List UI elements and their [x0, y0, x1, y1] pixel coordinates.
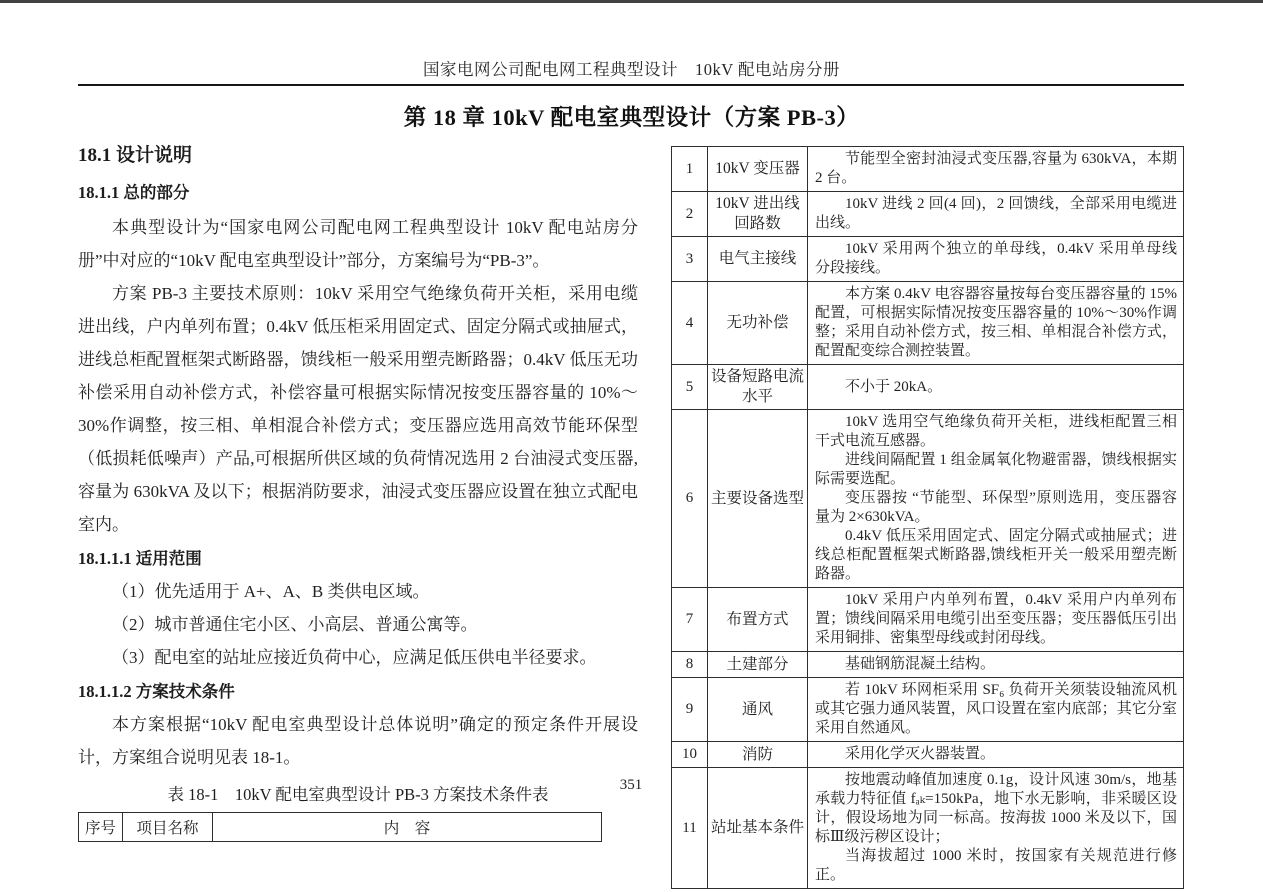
- row-number-cell: 2: [672, 192, 708, 237]
- table-row: [672, 147, 1184, 192]
- item-content-cell: [808, 678, 1184, 742]
- content-paragraph: 按地震动峰值加速度 0.1g，设计风速 30m/s，地基承载力特征值 fₐₖ=150kPa，地下水无影响，非采暖区设计，假设场地为同一标高。按海拔 1000 米及以下，国标Ⅲ级污秽区设计；: [815, 772, 1177, 845]
- section-heading-18-1: 18.1 设计说明: [78, 145, 193, 166]
- column-header-name: 项目名称: [123, 813, 213, 842]
- content-paragraph: 10kV 选用空气绝缘负荷开关柜，进线柜配置三相干式电流互感器。: [815, 414, 1177, 449]
- item-content-cell: [808, 282, 1184, 365]
- content-paragraph: 变压器按 “节能型、环保型”原则选用，变压器容量为 2×630kVA。: [815, 490, 1177, 525]
- item-content-cell: [808, 365, 1184, 410]
- item-name-cell: 电气主接线: [708, 237, 808, 282]
- item-content-cell: [808, 237, 1184, 282]
- content-paragraph: 节能型全密封油浸式变压器,容量为 630kVA，本期 2 台。: [815, 151, 1177, 186]
- table-row: [672, 652, 1184, 678]
- page-title: 第 18 章 10kV 配电室典型设计（方案 PB-3）: [403, 105, 860, 130]
- item-content-cell: [808, 588, 1184, 652]
- content-paragraph: 不小于 20kA。: [845, 378, 943, 395]
- content-paragraph: 本方案 0.4kV 电容器容量按每台变压器容量的 15%配置，可根据实际情况按变压器容量的 10%～30%作调整；采用自动补偿方式，按三相、单相混合补偿方式，配置配变综合测控装置。: [815, 286, 1177, 359]
- row-number-cell: 9: [672, 678, 708, 742]
- table-header-row: [79, 813, 602, 842]
- row-number-cell: 10: [672, 742, 708, 768]
- row-number-cell: 11: [672, 768, 708, 889]
- row-number-cell: 3: [672, 237, 708, 282]
- paragraph-principles: 方案 PB-3 主要技术原则：10kV 采用空气绝缘负荷开关柜，采用电缆进出线，户内单列布置；0.4kV 低压柜采用固定式、固定分隔式或抽屉式，进线总柜配置框架式断路器，馈线柜一般采用塑壳断路器；0.4kV 低压无功补偿采用自动补偿方式，补偿容量可根据实际情况按变压器容量的 10%～30%作调整，按三相、单相混合补偿方式；变压器应选用高效节能环保型（低损耗低噪声）产品,可根据所供区域的负荷情况选用 2 台油浸式变压器,容量为 630kVA 及以下；根据消防要求，油浸式变压器应设置在独立式配电室内。: [78, 284, 638, 534]
- running-header: 国家电网公司配电网工程典型设计 10kV 配电站房分册: [423, 60, 840, 79]
- table-18-1-header: [78, 812, 602, 842]
- item-content-cell: [808, 410, 1184, 588]
- column-header-content: 内 容: [213, 813, 602, 842]
- row-number-cell: 7: [672, 588, 708, 652]
- left-column: [78, 140, 638, 842]
- list-item: （3）配电室的站址应接近负荷中心，应满足低压供电半径要求。: [112, 648, 597, 667]
- table-row: [672, 365, 1184, 410]
- column-header-no: 序号: [79, 813, 123, 842]
- item-name-cell: 无功补偿: [708, 282, 808, 365]
- content-paragraph: 10kV 采用户内单列布置，0.4kV 采用户内单列布置；馈线间隔采用电缆引出至变压器；变压器低压引出采用铜排、密集型母线或封闭母线。: [815, 592, 1177, 646]
- row-number-cell: 1: [672, 147, 708, 192]
- content-paragraph: 采用化学灭火器装置。: [845, 746, 996, 762]
- content-paragraph: 若 10kV 环网柜采用 SF₆ 负荷开关须装设轴流风机或其它强力通风装置，风口设置在室内底部；其它分室采用自然通风。: [815, 682, 1177, 736]
- section-heading-18-1-1: 18.1.1 总的部分: [78, 183, 190, 202]
- list-item: （1）优先适用于 A+、A、B 类供电区域。: [112, 582, 430, 601]
- table-row: [672, 678, 1184, 742]
- row-number-cell: 8: [672, 652, 708, 678]
- row-number-cell: 4: [672, 282, 708, 365]
- item-name-cell: 站址基本条件: [708, 768, 808, 889]
- header-rule: [78, 84, 1184, 86]
- table-row: [672, 282, 1184, 365]
- paragraph-overview: 本典型设计为“国家电网公司配电网工程典型设计 10kV 配电站房分册”中对应的“10kV 配电室典型设计”部分，方案编号为“PB-3”。: [78, 218, 638, 270]
- item-name-cell: 设备短路电流水平: [708, 365, 808, 410]
- table-row: [672, 192, 1184, 237]
- item-name-cell: 主要设备选型: [708, 410, 808, 588]
- content-paragraph: 10kV 采用两个独立的单母线，0.4kV 采用单母线分段接线。: [815, 241, 1177, 276]
- scan-edge-top: [0, 0, 1263, 3]
- item-content-cell: [808, 652, 1184, 678]
- item-name-cell: 通风: [708, 678, 808, 742]
- table-row: [672, 410, 1184, 588]
- section-heading-18-1-1-1: 18.1.1.1 适用范围: [78, 549, 202, 568]
- item-name-cell: 消防: [708, 742, 808, 768]
- section-heading-18-1-1-2: 18.1.1.2 方案技术条件: [78, 682, 235, 701]
- item-content-cell: [808, 742, 1184, 768]
- item-content-cell: [808, 147, 1184, 192]
- list-item: （2）城市普通住宅小区、小高层、普通公寓等。: [112, 615, 478, 634]
- item-name-cell: 10kV 进出线回路数: [708, 192, 808, 237]
- table-row: [672, 742, 1184, 768]
- content-paragraph: 10kV 进线 2 回(4 回)，2 回馈线，全部采用电缆进出线。: [815, 196, 1177, 231]
- row-number-cell: 6: [672, 410, 708, 588]
- item-name-cell: 10kV 变压器: [708, 147, 808, 192]
- row-number-cell: 5: [672, 365, 708, 410]
- table-18-1-caption: 表 18-1 10kV 配电室典型设计 PB-3 方案技术条件表: [167, 785, 549, 804]
- content-paragraph: 基础钢筋混凝土结构。: [845, 656, 996, 672]
- table-row: [672, 588, 1184, 652]
- item-name-cell: 土建部分: [708, 652, 808, 678]
- item-name-cell: 布置方式: [708, 588, 808, 652]
- content-paragraph: 当海拔超过 1000 米时，按国家有关规范进行修正。: [815, 848, 1177, 883]
- content-paragraph: 进线间隔配置 1 组金属氧化物避雷器，馈线根据实际需要选配。: [815, 452, 1177, 487]
- content-paragraph: 0.4kV 低压采用固定式、固定分隔式或抽屉式；进线总柜配置框架式断路器,馈线柜开关一般采用塑壳断路器。: [815, 528, 1177, 582]
- item-content-cell: [808, 192, 1184, 237]
- paragraph-conditions: 本方案根据“10kV 配电室典型设计总体说明”确定的预定条件开展设计，方案组合说明见表 18-1。: [78, 715, 638, 767]
- page-number: 351: [619, 777, 643, 793]
- scope-item-list: [78, 575, 638, 674]
- table-row: [672, 237, 1184, 282]
